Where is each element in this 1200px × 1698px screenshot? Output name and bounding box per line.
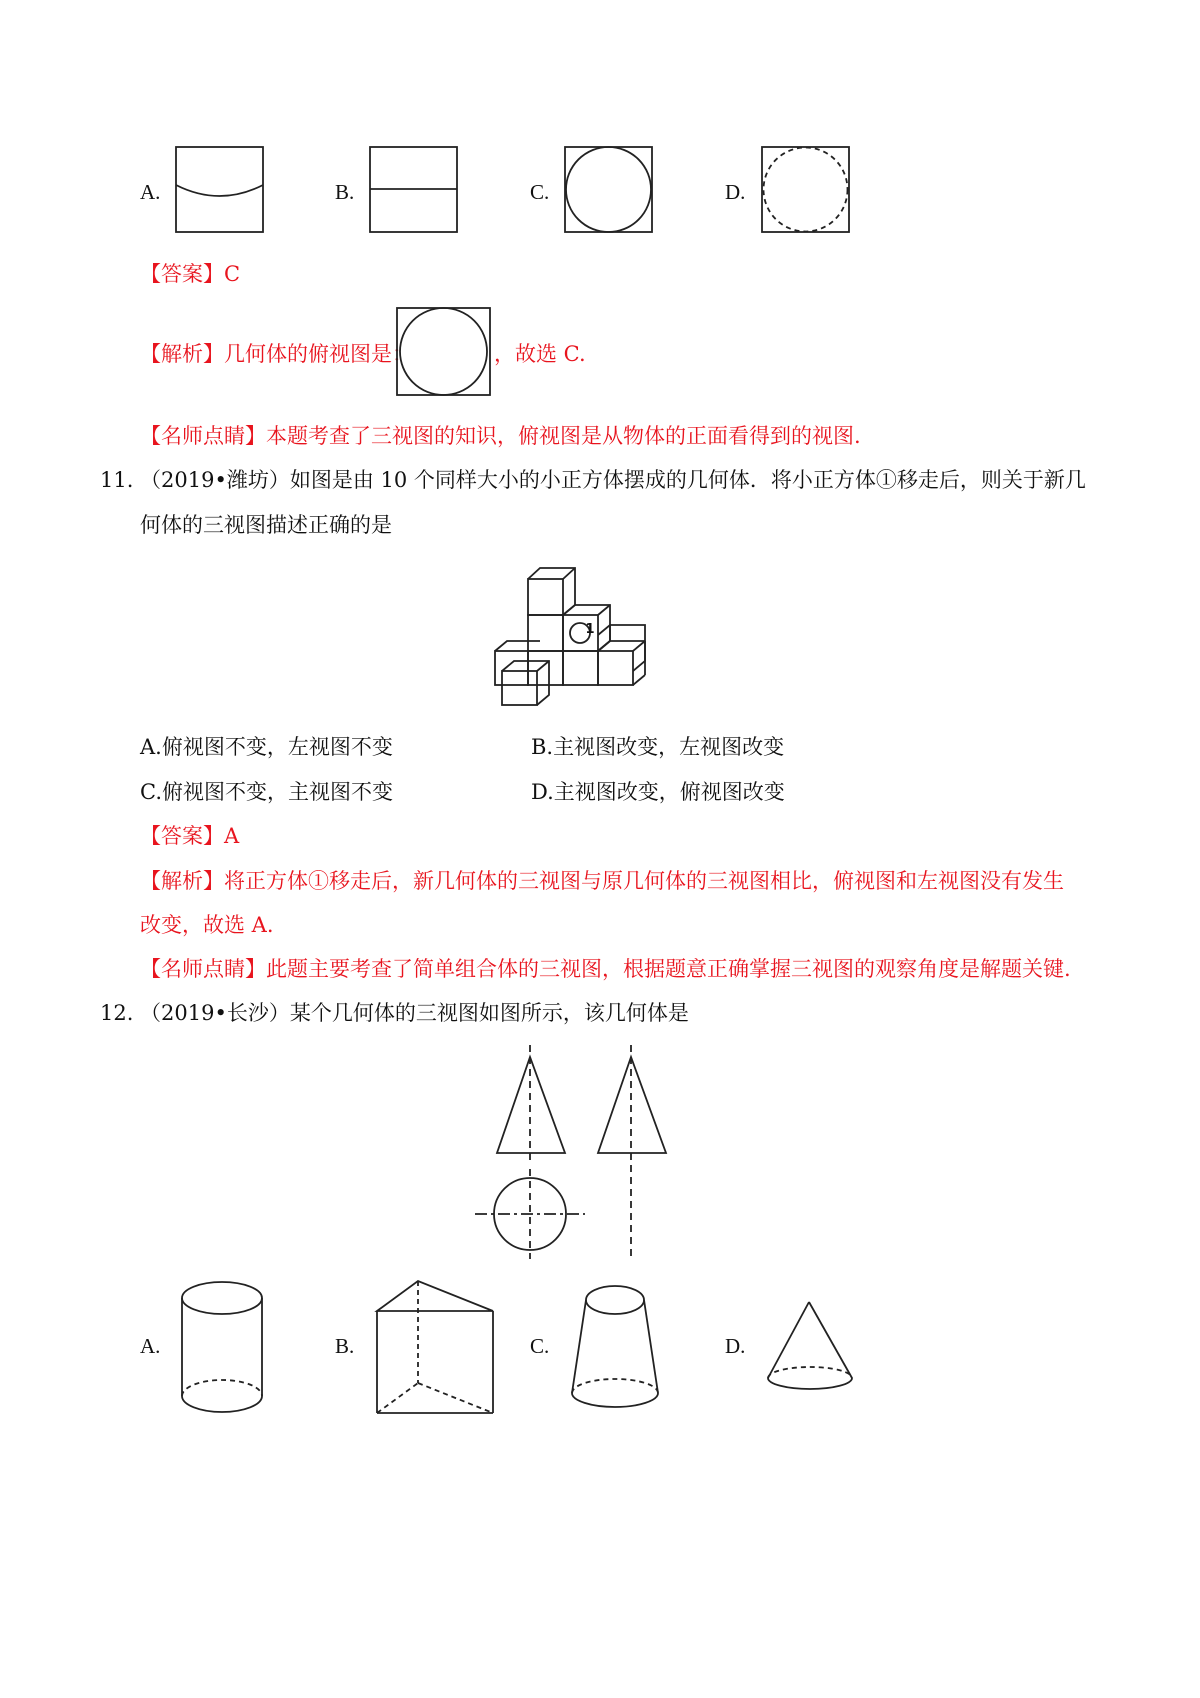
q10-option-d-letter: D. xyxy=(725,180,746,204)
square-with-circle-icon xyxy=(565,147,653,233)
option-letter: D. xyxy=(531,780,554,804)
q12-number: 12. xyxy=(100,1001,134,1025)
q11-option-b xyxy=(531,733,784,761)
q12-option-b-letter: B. xyxy=(335,1334,355,1358)
square-with-line-icon xyxy=(370,147,458,233)
q11-number: 11. xyxy=(100,468,134,492)
answer-value: A xyxy=(224,824,240,848)
q12-option-d-letter: D. xyxy=(725,1334,746,1358)
q11-option-a xyxy=(140,733,393,761)
q11-tip xyxy=(140,955,1071,983)
q11-option-c xyxy=(140,778,393,806)
option-letter: A. xyxy=(140,735,162,759)
square-with-arc-icon xyxy=(176,147,264,233)
cylinder-icon xyxy=(180,1280,266,1415)
q11-analysis-line1 xyxy=(140,867,1064,895)
q10-option-a-letter: A. xyxy=(140,180,161,204)
q11-stem-line1: （2019•潍坊）如图是由 10 个同样大小的小正方体摆成的几何体．将小正方体①移走后，则关于新几 xyxy=(140,468,1086,492)
option-text: 俯视图不变，左视图不变 xyxy=(161,735,393,759)
tip-tag: 【名师点睛】 xyxy=(140,424,266,448)
analysis-text: 将正方体①移走后，新几何体的三视图与原几何体的三视图相比，俯视图和左视图没有发生 xyxy=(224,869,1064,893)
q10-answer xyxy=(140,260,240,288)
square-with-dashed-circle-icon xyxy=(762,147,850,233)
q11-stem-line2: 何体的三视图描述正确的是 xyxy=(140,513,392,537)
tip-text: 本题考查了三视图的知识，俯视图是从物体的正面看得到的视图. xyxy=(266,424,861,448)
option-text: 主视图改变，俯视图改变 xyxy=(553,780,785,804)
cube-label: 1 xyxy=(585,622,595,637)
q10-option-b-letter: B. xyxy=(335,180,355,204)
cone-icon xyxy=(765,1300,857,1396)
tip-tag: 【名师点睛】 xyxy=(140,957,266,981)
analysis-tag: 【解析】 xyxy=(140,869,224,893)
option-letter: B. xyxy=(531,735,554,759)
answer-value: C xyxy=(224,262,241,286)
top-view-circle-icon xyxy=(397,308,491,396)
frustum-icon xyxy=(570,1283,660,1413)
option-letter: C. xyxy=(140,780,162,804)
option-text: 俯视图不变，主视图不变 xyxy=(162,780,393,804)
q10-option-c-letter: C. xyxy=(530,180,550,204)
q10-tip xyxy=(140,422,861,450)
answer-tag: 【答案】 xyxy=(140,262,224,286)
q11-answer xyxy=(140,822,239,850)
answer-tag: 【答案】 xyxy=(140,824,224,848)
triangular-prism-icon xyxy=(375,1278,497,1418)
option-text: 主视图改变，左视图改变 xyxy=(553,735,785,759)
q12-stem: （2019•长沙）某个几何体的三视图如图所示，该几何体是 xyxy=(140,1001,689,1025)
analysis-tag: 【解析】 xyxy=(140,342,224,366)
q11-analysis-line2: 改变，故选 A. xyxy=(140,913,274,937)
tip-text: 此题主要考查了简单组合体的三视图，根据题意正确掌握三视图的观察角度是解题关键. xyxy=(266,957,1071,981)
q10-analysis xyxy=(140,340,413,368)
analysis-text: 几何体的俯视图是： xyxy=(224,342,413,366)
q12-option-a-letter: A. xyxy=(140,1334,161,1358)
q12-option-c-letter: C. xyxy=(530,1334,550,1358)
q10-analysis-conclusion: ，故选 C. xyxy=(494,342,586,366)
three-view-figure xyxy=(470,1045,690,1265)
q11-option-d xyxy=(531,778,785,806)
